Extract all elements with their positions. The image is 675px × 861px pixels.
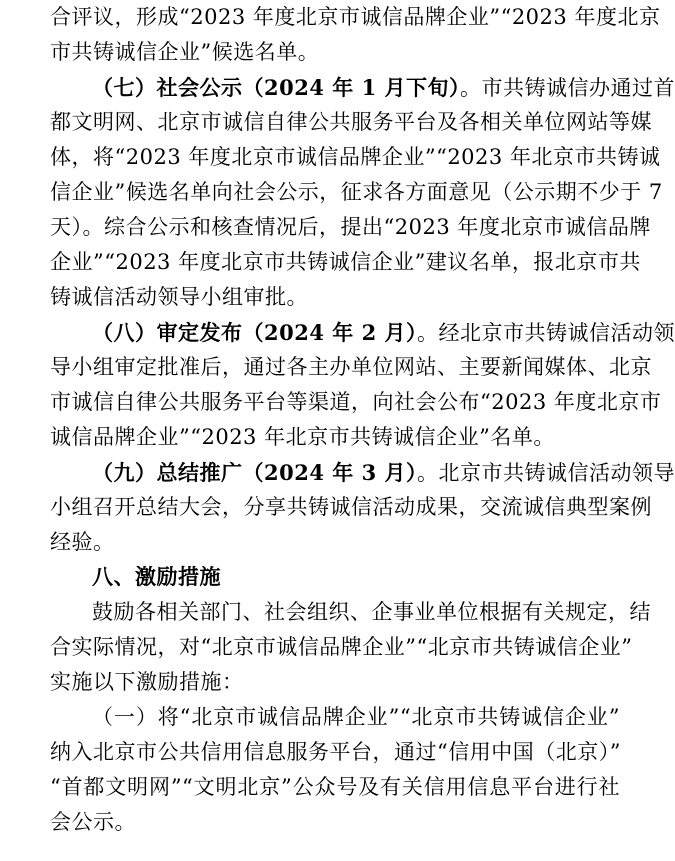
text-line: 实施以下激励措施： [50, 670, 244, 694]
section-heading: 八、激励措施 [92, 565, 221, 589]
paragraph-eight-title: （八）审定发布（2024 年 2 月） [92, 320, 417, 345]
text-line: 体，将“2023 年度北京市诚信品牌企业”“2023 年北京市共铸诚 [50, 145, 661, 169]
text-line: 市共铸诚信企业”候选名单。 [50, 40, 320, 64]
text-line: 小组召开总结大会，分享共铸诚信活动成果，交流诚信典型案例 [50, 495, 652, 519]
text-span: 。北京市共铸诚信活动领导 [417, 461, 675, 485]
text-line: 信企业”候选名单向社会公示，征求各方面意见（公示期不少于 7 [50, 180, 663, 204]
text-line: 市诚信自律公共服务平台等渠道，向社会公布“2023 年度北京市 [50, 390, 662, 414]
text-line: 鼓励各相关部门、社会组织、企事业单位根据有关规定，结 [92, 600, 651, 624]
paragraph-eight-first-line [92, 315, 675, 350]
text-line: 纳入北京市公共信用信息服务平台，通过“信用中国（北京）” [50, 740, 621, 764]
paragraph-nine-title: （九）总结推广（2024 年 3 月） [92, 460, 417, 485]
text-span: 。经北京市共铸诚信活动领 [417, 321, 675, 345]
text-line: 都文明网、北京市诚信自律公共服务平台及各相关单位网站等媒 [50, 110, 652, 134]
text-line: 天）。综合公示和核查情况后，提出“2023 年度北京市诚信品牌 [50, 215, 651, 239]
text-line: 会公示。 [50, 810, 136, 834]
text-span: 。市共铸诚信办通过首 [460, 76, 675, 100]
paragraph-seven-title: （七）社会公示（2024 年 1 月下旬） [92, 75, 460, 100]
text-line: 铸诚信活动领导小组审批。 [50, 285, 308, 309]
text-line: 经验。 [50, 530, 115, 554]
paragraph-seven-first-line [92, 70, 675, 105]
text-line: 合评议，形成“2023 年度北京市诚信品牌企业”“2023 年度北京 [50, 5, 661, 29]
text-line: “首都文明网”“文明北京”公众号及有关信用信息平台进行社 [50, 775, 620, 799]
text-line: （一）将“北京市诚信品牌企业”“北京市共铸诚信企业” [92, 705, 620, 729]
text-line: 合实际情况，对“北京市诚信品牌企业”“北京市共铸诚信企业” [50, 635, 633, 659]
text-line: 导小组审定批准后，通过各主办单位网站、主要新闻媒体、北京 [50, 355, 652, 379]
text-line: 企业”“2023 年度北京市共铸诚信企业”建议名单，报北京市共 [50, 250, 641, 274]
text-line: 诚信品牌企业”“2023 年北京市共铸诚信企业”名单。 [50, 425, 555, 449]
paragraph-nine-first-line [92, 455, 675, 490]
